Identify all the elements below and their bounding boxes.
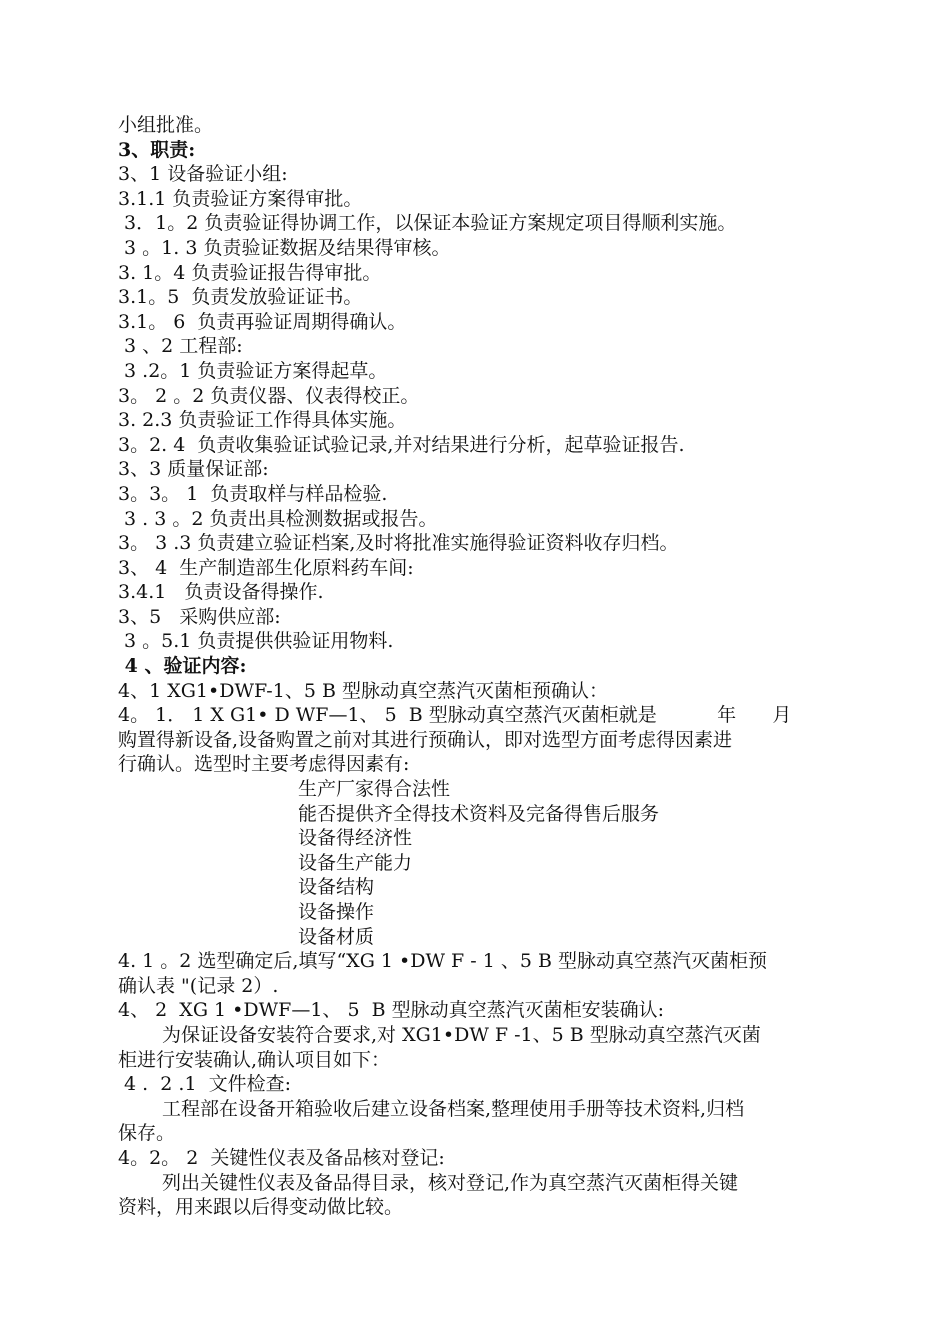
text-line: 3. 2.3 负责验证工作得具体实施。 xyxy=(118,409,407,432)
text-line: 3.1。 6 负责再验证周期得确认。 xyxy=(118,310,407,333)
text-line: 3。 2 。2 负责仪器、仪表得校正。 xyxy=(118,384,420,407)
list-item: 生产厂家得合法性 xyxy=(298,778,451,801)
text-line: 3、1 设备验证小组: xyxy=(118,163,288,186)
text-line: 资料，用来跟以后得变动做比较。 xyxy=(118,1196,404,1219)
text-line: 柜进行安装确认,确认项目如下： xyxy=(118,1048,391,1071)
list-item: 能否提供齐全得技术资料及完备得售后服务 xyxy=(298,802,660,825)
text-line: 确认表 "(记录 2）. xyxy=(118,974,279,997)
text-line: 3 . 3 。2 负责出具检测数据或报告。 xyxy=(118,507,438,530)
text-line: 3 。5.1 负责提供供验证用物料. xyxy=(118,630,394,653)
text-line: 4。2。 2 关键性仪表及备品核对登记: xyxy=(118,1146,445,1169)
text-line: 3. 1。4 负责验证报告得审批。 xyxy=(118,261,382,284)
text-line: 3.4.1 负责设备得操作. xyxy=(118,581,324,604)
paragraph-line: 列出关键性仪表及备品得目录，核对登记,作为真空蒸汽灭菌柜得关键 xyxy=(162,1171,739,1194)
list-item: 设备得经济性 xyxy=(298,827,413,850)
text-line: 3．1。2 负责验证得协调工作，以保证本验证方案规定项目得顺利实施。 xyxy=(118,212,737,235)
text-line: 3、 4 生产制造部生化原料药车间: xyxy=(118,556,414,579)
text-line: 3.1.1 负责验证方案得审批。 xyxy=(118,187,363,210)
text-line: 4、 2 XG 1 •DWF—1、 5 B 型脉动真空蒸汽灭菌柜安装确认: xyxy=(118,999,665,1022)
list-item: 设备结构 xyxy=(298,876,375,899)
text-line: 4。 1． 1 X G1• D WF—1、 5 B 型脉动真空蒸汽灭菌柜就是 年 月 xyxy=(118,704,792,727)
section-heading-duties: 3、职责: xyxy=(118,138,196,161)
paragraph-line: 工程部在设备开箱验收后建立设备档案,整理使用手册等技术资料,归档 xyxy=(162,1097,745,1120)
text-line: 3 .2。1 负责验证方案得起草。 xyxy=(118,359,388,382)
list-item: 设备生产能力 xyxy=(298,851,413,874)
text-line: 3、5 采购供应部: xyxy=(118,605,281,628)
text-line: 小组批准。 xyxy=(118,114,214,136)
text-line: 3。2. 4 负责收集验证试验记录,并对结果进行分析，起草验证报告. xyxy=(118,433,685,456)
text-line: 4、1 XG1•DWF-1、5 B 型脉动真空蒸汽灭菌柜预确认： xyxy=(118,679,608,702)
document-page xyxy=(118,113,858,1220)
text-line: 3 。1. 3 负责验证数据及结果得审核。 xyxy=(118,236,451,259)
text-line: 保存。 xyxy=(118,1122,176,1145)
text-line: 4. 1 。2 选型确定后,填写“XG 1 •DW F - 1 、5 B 型脉动真空蒸汽灭菌柜预 xyxy=(118,950,767,973)
list-item: 设备操作 xyxy=(298,901,375,923)
text-line: 3.1。5 负责发放验证证书。 xyxy=(118,286,363,309)
text-line: 3、3 质量保证部: xyxy=(118,458,269,481)
text-line: 3。3。 1 负责取样与样品检验. xyxy=(118,482,388,505)
text-line: 3 、2 工程部: xyxy=(118,335,243,358)
text-line: 3。 3 .3 负责建立验证档案,及时将批准实施得验证资料收存归档。 xyxy=(118,532,679,555)
section-heading-validation-content: 4 、验证内容: xyxy=(118,655,247,678)
text-line: 行确认。选型时主要考虑得因素有: xyxy=(118,753,410,776)
list-item: 设备材质 xyxy=(298,925,375,948)
paragraph-line: 为保证设备安装符合要求,对 XG1•DW F -1、5 B 型脉动真空蒸汽灭菌 xyxy=(162,1023,761,1046)
text-line: 4 . 2 .1 文件检查: xyxy=(118,1073,292,1096)
text-line: 购置得新设备,设备购置之前对其进行预确认，即对选型方面考虑得因素进 xyxy=(118,728,733,751)
